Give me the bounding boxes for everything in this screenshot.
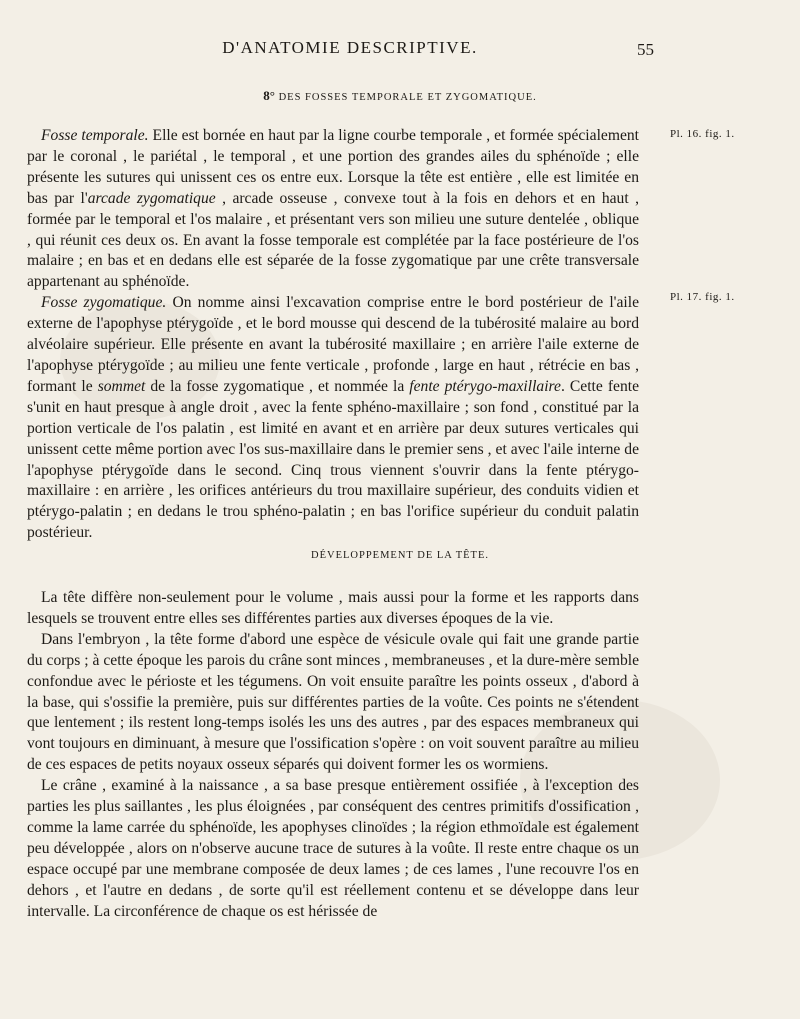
paragraph: Le crâne , examiné à la naissance , a sa base presque entièrement ossifiée , à l'exception des parties les plus saillantes , les plus éloignées , par conséquent des centres primitifs d'ossification , comme la lame carrée du sphénoïde, les apophyses clinoïdes ; la région ethmoïdale est également peu développée , alors on n'observe aucune trace de sutures à la voûte. Il reste entre chaque os un espace occupé par une membrane composée de deux lames ; de ces lames , l'une recouvre l'os en dehors , et l'autre en dedans , de sorte qu'il est réellement contenu et se développe dans leur intervalle. La circonférence de chaque os est hérissée de bbox=[27, 777, 639, 920]
italic-term: fente ptérygo-maxillaire bbox=[409, 377, 561, 395]
page-header bbox=[0, 38, 800, 62]
margin-note-plate-16: Pl. 16. fig. 1. bbox=[670, 128, 735, 140]
paragraph-fosse-zygomatique bbox=[27, 293, 639, 544]
page-number: 55 bbox=[637, 40, 654, 59]
paragraph-text: de la fosse zygomatique , et nommée la bbox=[145, 377, 410, 395]
paragraph: Dans l'embryon , la tête forme d'abord une espèce de vésicule ovale qui fait une grande partie du corps ; à cette époque les parois du crâne sont minces , membraneuses , et la dure-mère semble confondue avec le périoste et les tégumens. On voit ensuite paraître les points osseux , d'abord à la base, qui s'ossifie la première, puis sur différentes parties de la voûte. Ces points ne s'étendent que lentement ; ils restent long-temps isolés les uns des autres , par des espaces membraneux qui vont toujours en diminuant, à mesure que l'ossification s'opère : on voit souvent paraître au milieu de ces espaces de petits noyaux osseux séparés qui doivent former les os wormiens. bbox=[27, 630, 639, 774]
paragraph-lead: Fosse temporale. bbox=[41, 127, 149, 144]
paragraph-fosse-temporale bbox=[27, 126, 639, 293]
margin-note-plate-17: Pl. 17. fig. 1. bbox=[670, 291, 735, 303]
section-heading bbox=[0, 88, 800, 104]
paragraph: La tête diffère non-seulement pour le volume , mais aussi pour la forme et les rapports dans lesquels se trouvent entre elles ses différentes parties aux diverses époques de la vie. bbox=[27, 589, 639, 627]
italic-term: arcade zygomatique bbox=[87, 189, 216, 207]
italic-term: sommet bbox=[97, 377, 146, 395]
paragraph-lead: Fosse zygomatique. bbox=[41, 294, 167, 312]
paragraph-text: Elle est bornée en haut par la ligne courbe temporale , et formée spécialement par le coronal , le pariétal , le temporal , et une portion des grandes ailes du sphénoïde ; elle présente les sutures qui unissent ces os entre eux. Lorsque la tête est entière , elle est limitée en bas par l' bbox=[27, 127, 639, 207]
running-title: D'ANATOMIE DESCRIPTIVE. bbox=[222, 38, 478, 57]
text-block-developpement bbox=[27, 588, 639, 923]
subheading-developpement: DÉVELOPPEMENT DE LA TÊTE. bbox=[310, 550, 490, 561]
section-title: DES FOSSES TEMPORALE ET ZYGOMATIQUE. bbox=[278, 92, 537, 103]
text-block-fosses bbox=[27, 126, 639, 544]
paragraph-text: On nomme ainsi l'excavation comprise entre le bord postérieur de l'aile externe de l'apophyse ptérygoïde , et le bord mousse qui descend de la tubérosité malaire au bord alvéolaire supérieur. Elle présente en avant la tubérosité maxillaire ; en arrière l'aile externe de l'apophyse ptérygoïde ; au milieu une fente verticale , profonde , large en haut , rétrécie en bas , formant le bbox=[27, 294, 640, 395]
section-number: 8° bbox=[263, 88, 275, 103]
paragraph-text: , arcade osseuse , convexe tout à la fois en dehors et en haut , formée par le temporal et l'os malaire , et présentant vers son milieu une suture dentelée , oblique , qui réunit ces deux os. En avant la fosse temporale est complétée par la face postérieure de l'os malaire ; en bas et en dedans elle est séparée de la fosse zygomatique par une crête transversale appartenant au sphénoïde. bbox=[27, 189, 640, 291]
paragraph-text: . Cette fente s'unit en haut presque à angle droit , avec la fente sphéno-maxillaire ; son fond , constitué par la portion verticale de l'os palatin , est limité en avant et en arrière par deux sutures verticales qui unissent cette même portion avec l'os sus-maxillaire dans le premier sens , et avec l'aile interne de l'apophyse ptérygoïde dans le second. Cinq trous viennent s'ouvrir dans la fente ptérygo-maxillaire : en arrière , les orifices antérieurs du trou maxillaire supérieur, des conduits vidien et ptérygo-palatin ; en dedans le trou sphéno-palatin ; en bas l'orifice supérieur du conduit palatin postérieur. bbox=[27, 377, 640, 542]
